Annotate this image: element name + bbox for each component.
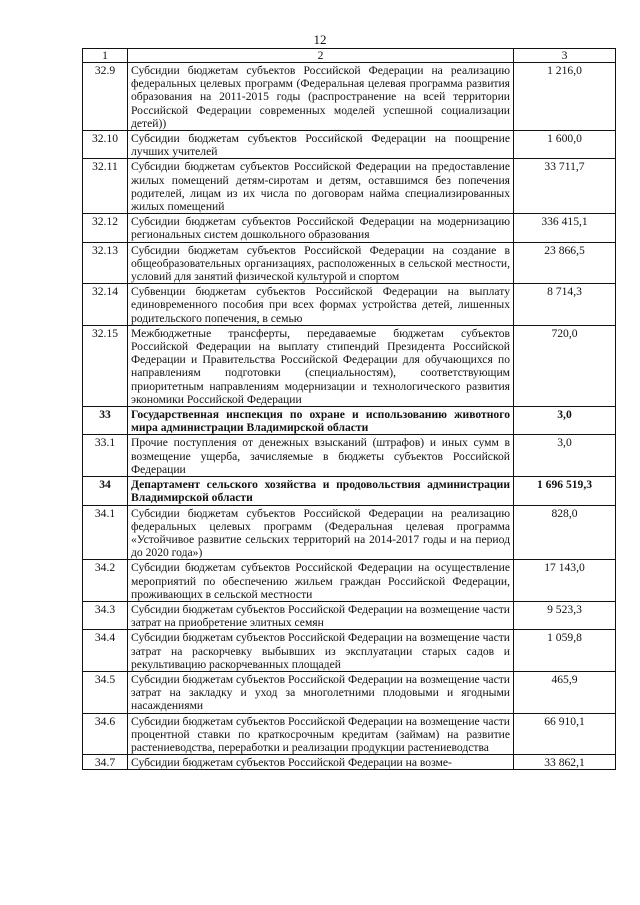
table-header <box>83 49 616 63</box>
row-description: Департамент сельского хозяйства и продовольствия администрации Владимирской области <box>128 477 514 505</box>
row-description: Субвенции бюджетам субъектов Российской Федерации на выплату единовременного пособия при всех формах устройства детей, лишенных родительского попечения, в семью <box>128 284 514 326</box>
row-description: Субсидии бюджетам субъектов Российской Федерации на возмещение части процентной ставки по краткосрочным кредитам (займам) на развитие растениеводства, переработки и реализации продукции растениеводства <box>128 713 514 755</box>
row-amount: 33 862,1 <box>514 755 616 770</box>
row-description: Субсидии бюджетам субъектов Российской Федерации на создание в общеобразовательных организациях, расположенных в сельской местности, условий для занятий физической культурой и спортом <box>128 242 514 284</box>
header-row <box>83 49 616 63</box>
row-description: Государственная инспекция по охране и использованию животного мира администрации Владимирской области <box>128 407 514 435</box>
table-row <box>83 505 616 560</box>
row-number: 33.1 <box>83 435 128 477</box>
page-number: 12 <box>313 32 327 47</box>
row-amount: 828,0 <box>514 505 616 560</box>
table-row <box>83 560 616 602</box>
row-amount: 23 866,5 <box>514 242 616 284</box>
row-description: Субсидии бюджетам субъектов Российской Федерации на возме- <box>128 755 514 770</box>
table-row <box>83 284 616 326</box>
row-amount: 720,0 <box>514 325 616 406</box>
table-row <box>83 713 616 755</box>
row-description: Межбюджетные трансферты, передаваемые бюджетам субъектов Российской Федерации на выплату стипендий Президента Российской Федерации и Правительства Российской Федерации для обучающихся по направлениям подготовки (специальностям), соответствующим приоритетным направлениям модернизации и технологического развития экономики Российской Федерации <box>128 325 514 406</box>
row-number: 32.12 <box>83 214 128 242</box>
row-amount: 3,0 <box>514 435 616 477</box>
row-description: Субсидии бюджетам субъектов Российской Федерации на возмещение части затрат на раскорчевку выбывших из эксплуатации старых садов и рекультивацию раскорчеванных площадей <box>128 630 514 672</box>
row-number: 32.10 <box>83 131 128 159</box>
column-header-number: 1 <box>83 49 128 63</box>
table-row <box>83 325 616 406</box>
row-number: 34.1 <box>83 505 128 560</box>
row-number: 34.2 <box>83 560 128 602</box>
row-amount: 1 600,0 <box>514 131 616 159</box>
table-row <box>83 407 616 435</box>
row-number: 32.15 <box>83 325 128 406</box>
row-amount: 465,9 <box>514 671 616 713</box>
row-number: 34.7 <box>83 755 128 770</box>
row-amount: 3,0 <box>514 407 616 435</box>
row-amount: 1 216,0 <box>514 63 616 131</box>
row-number: 32.9 <box>83 63 128 131</box>
row-description: Субсидии бюджетам субъектов Российской Федерации на осуществление мероприятий по обеспечению жильем граждан Российской Федерации, проживающих в сельской местности <box>128 560 514 602</box>
table-row <box>83 630 616 672</box>
table-row <box>83 214 616 242</box>
row-description: Субсидии бюджетам субъектов Российской Федерации на реализацию федеральных целевых программ (Федеральная целевая программа развития образования на 2011-2015 годы (распространение на всей территории Российской Федерации современных моделей успешной социализации детей)) <box>128 63 514 131</box>
row-amount: 336 415,1 <box>514 214 616 242</box>
row-amount: 33 711,7 <box>514 159 616 214</box>
table-row <box>83 242 616 284</box>
table-row <box>83 671 616 713</box>
row-number: 34.5 <box>83 671 128 713</box>
row-amount: 1 696 519,3 <box>514 477 616 505</box>
row-description: Субсидии бюджетам субъектов Российской Федерации на реализацию федеральных целевых программ (Федеральная целевая программа «Устойчивое развитие сельских территорий на 2014-2017 годы и на период до 2020 года») <box>128 505 514 560</box>
table-row <box>83 63 616 131</box>
table-row <box>83 131 616 159</box>
table-body <box>83 63 616 770</box>
row-number: 34.3 <box>83 601 128 629</box>
row-number: 33 <box>83 407 128 435</box>
row-description: Субсидии бюджетам субъектов Российской Федерации на поощрение лучших учителей <box>128 131 514 159</box>
table-row <box>83 477 616 505</box>
row-number: 32.11 <box>83 159 128 214</box>
row-amount: 17 143,0 <box>514 560 616 602</box>
row-amount: 9 523,3 <box>514 601 616 629</box>
row-number: 32.13 <box>83 242 128 284</box>
table-row <box>83 601 616 629</box>
table-row <box>83 159 616 214</box>
table-row <box>83 755 616 770</box>
row-amount: 66 910,1 <box>514 713 616 755</box>
row-number: 34 <box>83 477 128 505</box>
column-header-description: 2 <box>128 49 514 63</box>
row-number: 34.4 <box>83 630 128 672</box>
row-number: 32.14 <box>83 284 128 326</box>
row-description: Субсидии бюджетам субъектов Российской Федерации на возмещение части затрат на закладку и уход за многолетними плодовыми и ягодными насаждениями <box>128 671 514 713</box>
row-description: Субсидии бюджетам субъектов Российской Федерации на возмещение части затрат на приобретение элитных семян <box>128 601 514 629</box>
row-amount: 1 059,8 <box>514 630 616 672</box>
row-description: Прочие поступления от денежных взысканий (штрафов) и иных сумм в возмещение ущерба, зачисляемые в бюджеты субъектов Российской Федерации <box>128 435 514 477</box>
budget-table <box>82 48 616 770</box>
row-description: Субсидии бюджетам субъектов Российской Федерации на предоставление жилых помещений детям-сиротам и детям, оставшимся без попечения родителей, лицам из их числа по договорам найма специализированных жилых помещений <box>128 159 514 214</box>
row-amount: 8 714,3 <box>514 284 616 326</box>
row-description: Субсидии бюджетам субъектов Российской Федерации на модернизацию региональных систем дошкольного образования <box>128 214 514 242</box>
column-header-amount: 3 <box>514 49 616 63</box>
table-row <box>83 435 616 477</box>
row-number: 34.6 <box>83 713 128 755</box>
